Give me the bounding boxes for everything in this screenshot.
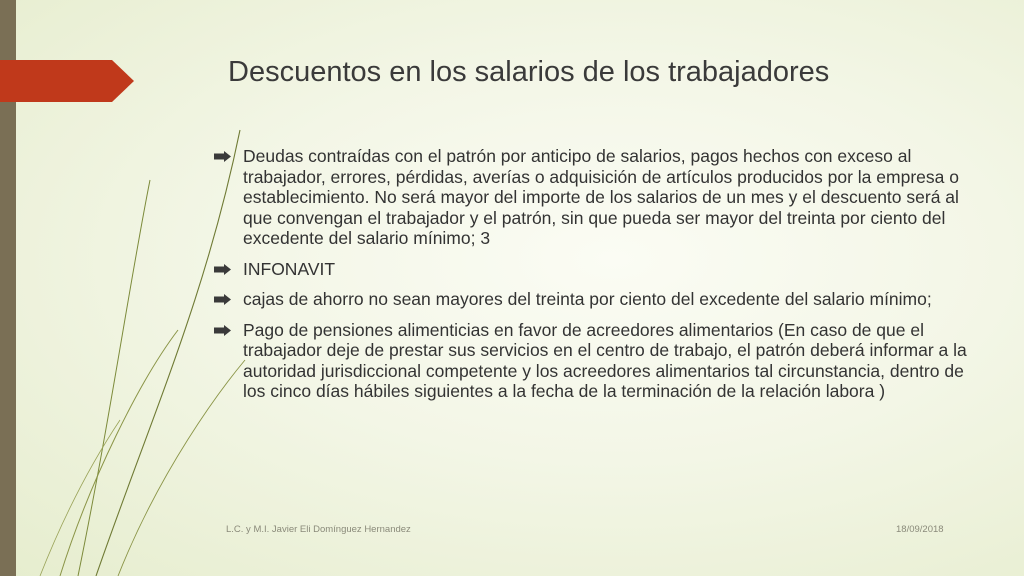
list-item xyxy=(214,289,974,310)
list-item xyxy=(214,320,974,402)
slide-title: Descuentos en los salarios de los trabajadores xyxy=(228,56,830,88)
bullet-text: INFONAVIT xyxy=(243,258,336,279)
arrow-bullet-icon xyxy=(214,264,231,275)
arrow-bullet-icon xyxy=(214,294,231,305)
list-item xyxy=(214,259,974,280)
bullet-list xyxy=(214,146,974,412)
arrow-bullet-icon xyxy=(214,325,231,336)
bullet-text: Pago de pensiones alimenticias en favor de acreedores alimentarios (En caso de que el trabajador deje de prestar sus servicios en el centro de trabajo, el patrón deberá informar a la autoridad jurisdiccional competente y los acreedores alimentarios tal circunstancia, dentro de los cinco días hábiles siguientes a la fecha de la terminación de la relación labora ) xyxy=(243,319,967,401)
bullet-text: cajas de ahorro no sean mayores del treinta por ciento del excedente del salario mínimo; xyxy=(243,289,932,309)
footer-author: L.C. y M.I. Javier Eli Domínguez Hernandez xyxy=(226,524,411,535)
footer-date: 18/09/2018 xyxy=(896,524,944,535)
arrow-bullet-icon xyxy=(214,151,231,162)
title-arrow-icon xyxy=(0,60,134,102)
bullet-text: Deudas contraídas con el patrón por anticipo de salarios, pagos hechos con exceso al trabajador, errores, pérdidas, averías o adquisición de artículos producidos por la empresa o establecimiento. No será mayor del importe de los salarios de un mes y el descuento será al que convengan el trabajador y el patrón, sin que pueda ser mayor del treinta por ciento del excedente del salario mínimo; 3 xyxy=(243,146,959,248)
list-item xyxy=(214,146,974,249)
